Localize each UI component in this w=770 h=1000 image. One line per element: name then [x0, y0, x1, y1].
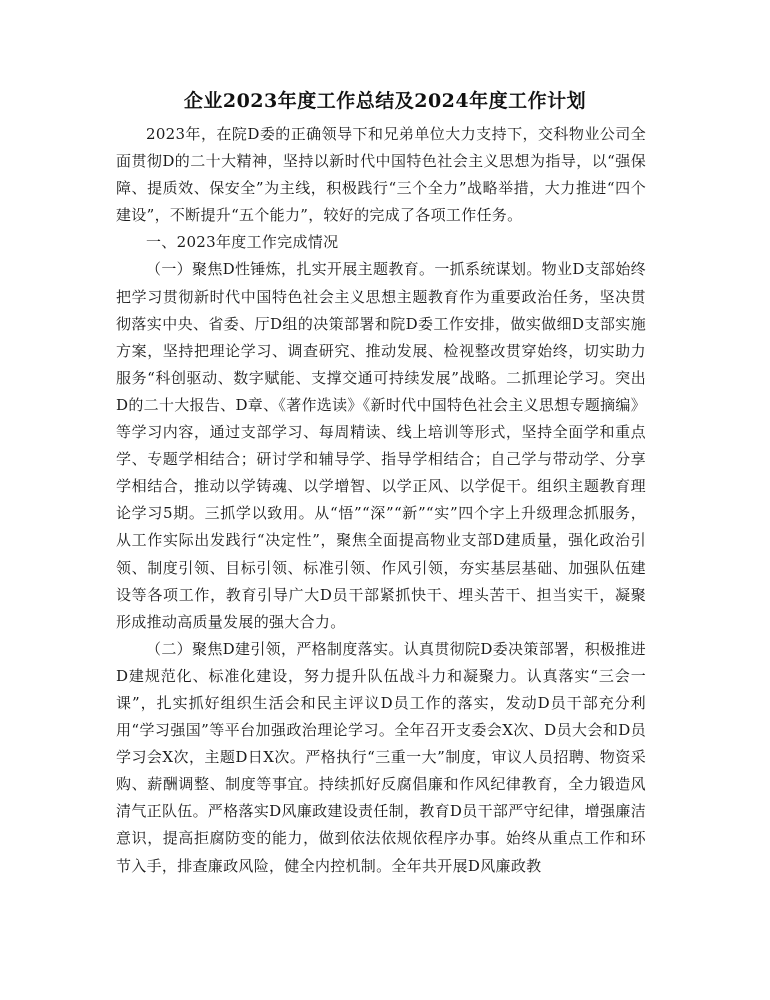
section-heading: 一、2023年度工作完成情况: [146, 233, 339, 252]
document-body: [116, 121, 646, 880]
paragraph-section-1: （一）聚焦D性锤炼，扎实开展主题教育。一抓系统谋划。物业D支部始终把学习贯彻新时代中国特色社会主义思想主题教育作为重要政治任务，坚决贯彻落实中央、省委、厅D组的决策部署和院D委工作安排，做实做细D支部实施方案，坚持把理论学习、调查研究、推动发展、检视整改贯穿始终，切实助力服务“科创驱动、数字赋能、支撑交通可持续发展”战略。二抓理论学习。突出D的二十大报告、D章、《著作选读》《新时代中国特色社会主义思想专题摘编》等学习内容，通过支部学习、每周精读、线上培训等形式，坚持全面学和重点学、专题学相结合；研讨学和辅导学、指导学相结合；自己学与带动学、分享学相结合，推动以学铸魂、以学增智、以学正风、以学促干。组织主题教育理论学习5期。三抓学以致用。从“悟”“深”“新”“实”四个字上升级理念抓服务，从工作实际出发践行“决定性”，聚焦全面提高物业支部D建质量，强化政治引领、制度引领、目标引领、标准引领、作风引领，夯实基层基础、加强队伍建设等各项工作，教育引导广大D员干部紧抓快干、埋头苦干、担当实干，凝聚形成推动高质量发展的强大合力。: [116, 260, 646, 631]
paragraph-section-2: （二）聚焦D建引领，严格制度落实。认真贯彻院D委决策部署，积极推进D建规范化、标准化建设，努力提升队伍战斗力和凝聚力。认真落实“三会一课”，扎实抓好组织生活会和民主评议D员工作的落实，发动D员干部充分利用“学习强国”等平台加强政治理论学习。全年召开支委会X次、D员大会和D员学习会X次，主题D日X次。严格执行“三重一大”制度，审议人员招聘、物资采购、薪酬调整、制度等事宜。持续抓好反腐倡廉和作风纪律教育，全力锻造风清气正队伍。严格落实D风廉政建设责任制，教育D员干部严守纪律，增强廉洁意识，提高拒腐防变的能力，做到依法依规依程序办事。始终从重点工作和环节入手，排查廉政风险，健全内控机制。全年共开展D风廉政教: [116, 639, 646, 875]
document-title: 企业2023年度工作总结及2024年度工作计划: [183, 90, 587, 112]
paragraph-intro: 2023年，在院D委的正确领导下和兄弟单位大力支持下，交科物业公司全面贯彻D的二十大精神，坚持以新时代中国特色社会主义思想为指导，以“强保障、提质效、保安全”为主线，积极践行“三个全力”战略举措，大力推进“四个建设”，不断提升“五个能力”，较好的完成了各项工作任务。: [116, 125, 646, 225]
